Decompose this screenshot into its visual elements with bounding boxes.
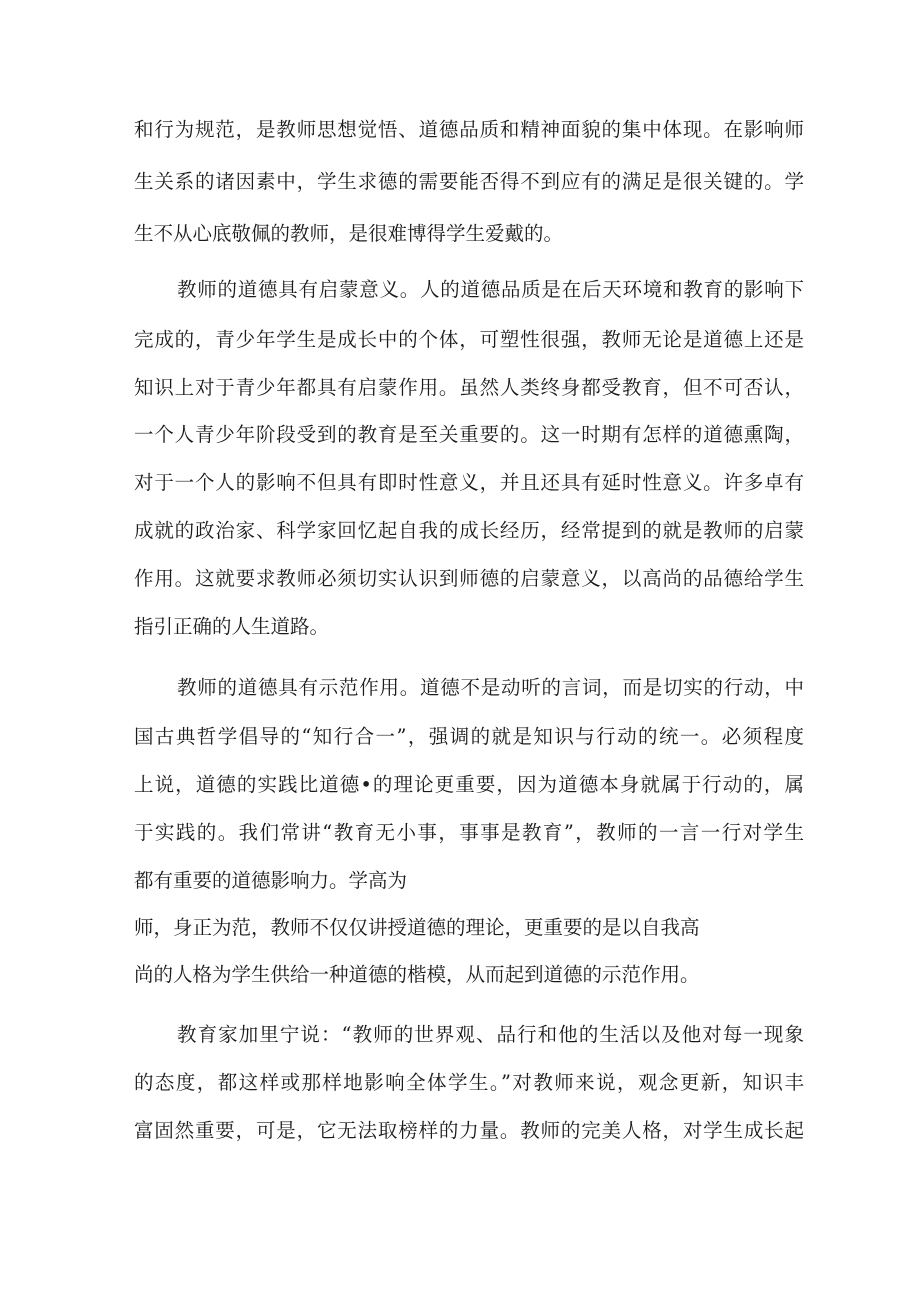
paragraph-3-line-6: 师，身正为范，教师不仅仅讲授道德的理论，更重要的是以自我高 [134,916,700,939]
paragraph-1-line-3: 生不从心底敬佩的教师，是很难博得学生爱戴的。 [134,222,564,245]
paragraph-2-line-3: 知识上对于青少年都具有启蒙作用。虽然人类终身都受教育，但不可否认， [134,376,804,399]
paragraph-2-line-1: 教师的道德具有启蒙意义。人的道德品质是在后天环境和教育的影响下 [177,278,804,301]
paragraph-3-line-7: 尚的人格为学生供给一种道德的楷模，从而起到道德的示范作用。 [134,963,700,986]
paragraph-2-line-7: 作用。这就要求教师必须切实认识到师德的启蒙意义，以高尚的品德给学生 [134,567,804,590]
paragraph-2-line-8: 指引正确的人生道路。 [134,615,330,638]
paragraph-1-line-2: 生关系的诸因素中，学生求德的需要能否得不到应有的满足是很关键的。学 [134,170,804,193]
paragraph-4-line-1: 教育家加里宁说：“教师的世界观、品行和他的生活以及他对每一现象 [177,1023,804,1046]
paragraph-2-line-4: 一个人青少年阶段受到的教育是至关重要的。这一时期有怎样的道德熏陶， [134,423,804,446]
paragraph-3-line-1: 教师的道德具有示范作用。道德不是动听的言词，而是切实的行动，中 [177,676,804,699]
paragraph-3-line-2: 国古典哲学倡导的“知行合一”，强调的就是知识与行动的统一。必须程度 [134,725,804,748]
paragraph-4-line-2: 的态度，都这样或那样地影响全体学生。”对教师来说，观念更新，知识丰 [134,1071,804,1094]
paragraph-2-line-5: 对于一个人的影响不但具有即时性意义，并且还具有延时性意义。许多卓有 [134,471,804,494]
paragraph-2-line-2: 完成的，青少年学生是成长中的个体，可塑性很强，教师无论是道德上还是 [134,328,804,351]
paragraph-2-line-6: 成就的政治家、科学家回忆起自我的成长经历，经常提到的就是教师的启蒙 [134,519,804,542]
paragraph-4-line-3: 富固然重要，可是，它无法取榜样的力量。教师的完美人格，对学生成长起 [134,1119,804,1142]
paragraph-3-line-3: 上说，道德的实践比道德•的理论更重要，因为道德本身就属于行动的，属 [134,773,804,796]
paragraph-1-line-1: 和行为规范，是教师思想觉悟、道德品质和精神面貌的集中体现。在影响师 [134,118,804,141]
paragraph-3-line-4: 于实践的。我们常讲“教育无小事，事事是教育”，教师的一言一行对学生 [134,821,804,844]
paragraph-3-line-5: 都有重要的道德影响力。学高为 [134,869,408,892]
